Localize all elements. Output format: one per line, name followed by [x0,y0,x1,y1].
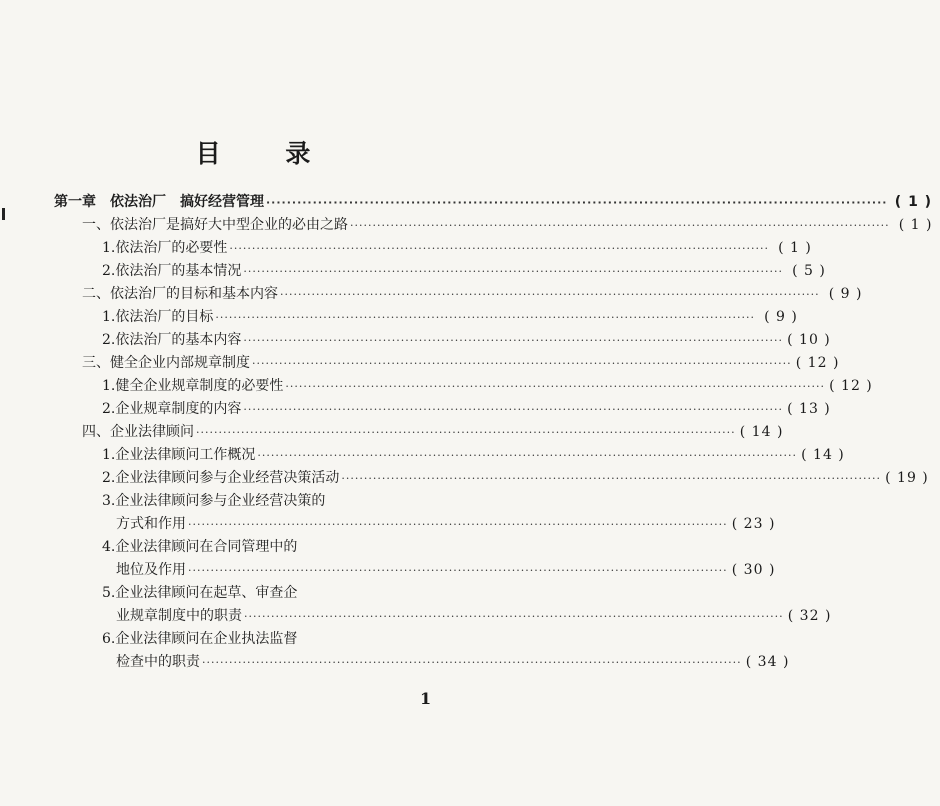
page-number: 1 [420,689,432,708]
toc-page-ref: ( 9 ) [764,309,798,325]
toc-page-ref: ( 1 ) [894,194,933,210]
toc-page-ref: ( 30 ) [731,562,776,578]
dot-leader: ························································································································ [229,242,769,255]
dot-leader: ························································································································ [266,196,888,209]
toc-entry-text: 4.企业法律顾问在合同管理中的 [102,539,298,555]
toc-entry [102,330,831,351]
toc-entry-text: 业规章制度中的职责 [116,608,242,624]
toc-entry-text: 2.企业法律顾问参与企业经营决策活动 [102,470,340,486]
toc-entry-text: 方式和作用 [116,516,186,532]
toc-entry-text: 二、依法治厂的目标和基本内容 [82,286,278,302]
toc-entry [116,560,776,581]
toc-entry [116,606,832,627]
toc-page-ref: ( 9 ) [828,286,863,302]
toc-entry-text: 1.健全企业规章制度的必要性 [102,378,284,394]
toc-page-ref: ( 34 ) [745,654,790,670]
toc-chapter-entry [54,192,933,213]
toc-entry-text: 5.企业法律顾问在起草、审查企 [102,585,298,601]
toc-entry [102,445,845,466]
dot-leader: ························································································································ [188,518,728,531]
dot-leader: ························································································································ [215,311,755,324]
dot-leader: ························································································································ [243,265,783,278]
toc-entry-text: 四、企业法律顾问 [82,424,194,440]
toc-entry [102,468,929,489]
toc-page-ref: ( 19 ) [885,470,929,486]
toc-entry [82,284,863,305]
toc-page-ref: ( 1 ) [778,240,812,256]
toc-entry [116,514,776,535]
toc-entry-text: 1.依法治厂的必要性 [102,240,228,256]
toc-entry [116,652,790,673]
toc-page-ref: ( 14 ) [739,424,784,440]
toc-entry-text: 2.依法治厂的基本情况 [102,263,242,279]
toc-page-ref: ( 32 ) [787,608,832,624]
toc-entry-text: 6.企业法律顾问在企业执法监督 [102,631,298,647]
toc-entry [102,238,812,259]
toc-entry [102,261,826,282]
toc-entry-text: 1.依法治厂的目标 [102,309,214,325]
toc-page-ref: ( 12 ) [829,378,873,394]
toc-entry [82,215,933,236]
dot-leader: ························································································································ [244,610,784,623]
dot-leader: ························································································································ [188,564,728,577]
toc-page-ref: ( 1 ) [898,217,933,233]
toc-page-ref: ( 10 ) [787,332,831,348]
toc-entry [102,399,831,420]
toc-entry [102,307,798,328]
dot-leader: ························································································································ [350,219,890,232]
dot-leader: ························································································································ [285,380,825,393]
toc-page-ref: ( 14 ) [801,447,845,463]
scan-mark [2,208,5,220]
toc-entry [102,376,873,397]
dot-leader: ························································································································ [341,472,881,485]
toc-entry-text: 3.企业法律顾问参与企业经营决策的 [102,493,326,509]
toc-entry-text: 2.企业规章制度的内容 [102,401,242,417]
dot-leader: ························································································································ [257,449,797,462]
toc-entry-text: 地位及作用 [116,562,186,578]
toc-entry-text: 第一章 依法治厂 搞好经营管理 [54,194,264,210]
toc-entry [82,353,840,374]
toc-page-ref: ( 23 ) [731,516,776,532]
dot-leader: ························································································································ [243,334,783,347]
dot-leader: ························································································································ [196,426,736,439]
dot-leader: ························································································································ [243,403,783,416]
toc-heading: 目 录 [195,139,339,168]
toc-entry-text: 2.依法治厂的基本内容 [102,332,242,348]
toc-page-ref: ( 5 ) [792,263,826,279]
toc-entry-text: 三、健全企业内部规章制度 [82,355,250,371]
dot-leader: ························································································································ [280,288,820,301]
toc-entry [82,422,784,443]
toc-entry-text: 一、依法治厂是搞好大中型企业的必由之路 [82,217,348,233]
toc-page-ref: ( 13 ) [787,401,831,417]
toc-entry-text: 检查中的职责 [116,654,200,670]
dot-leader: ························································································································ [252,357,792,370]
toc-entry-text: 1.企业法律顾问工作概况 [102,447,256,463]
toc-page-ref: ( 12 ) [795,355,840,371]
dot-leader: ························································································································ [202,656,742,669]
